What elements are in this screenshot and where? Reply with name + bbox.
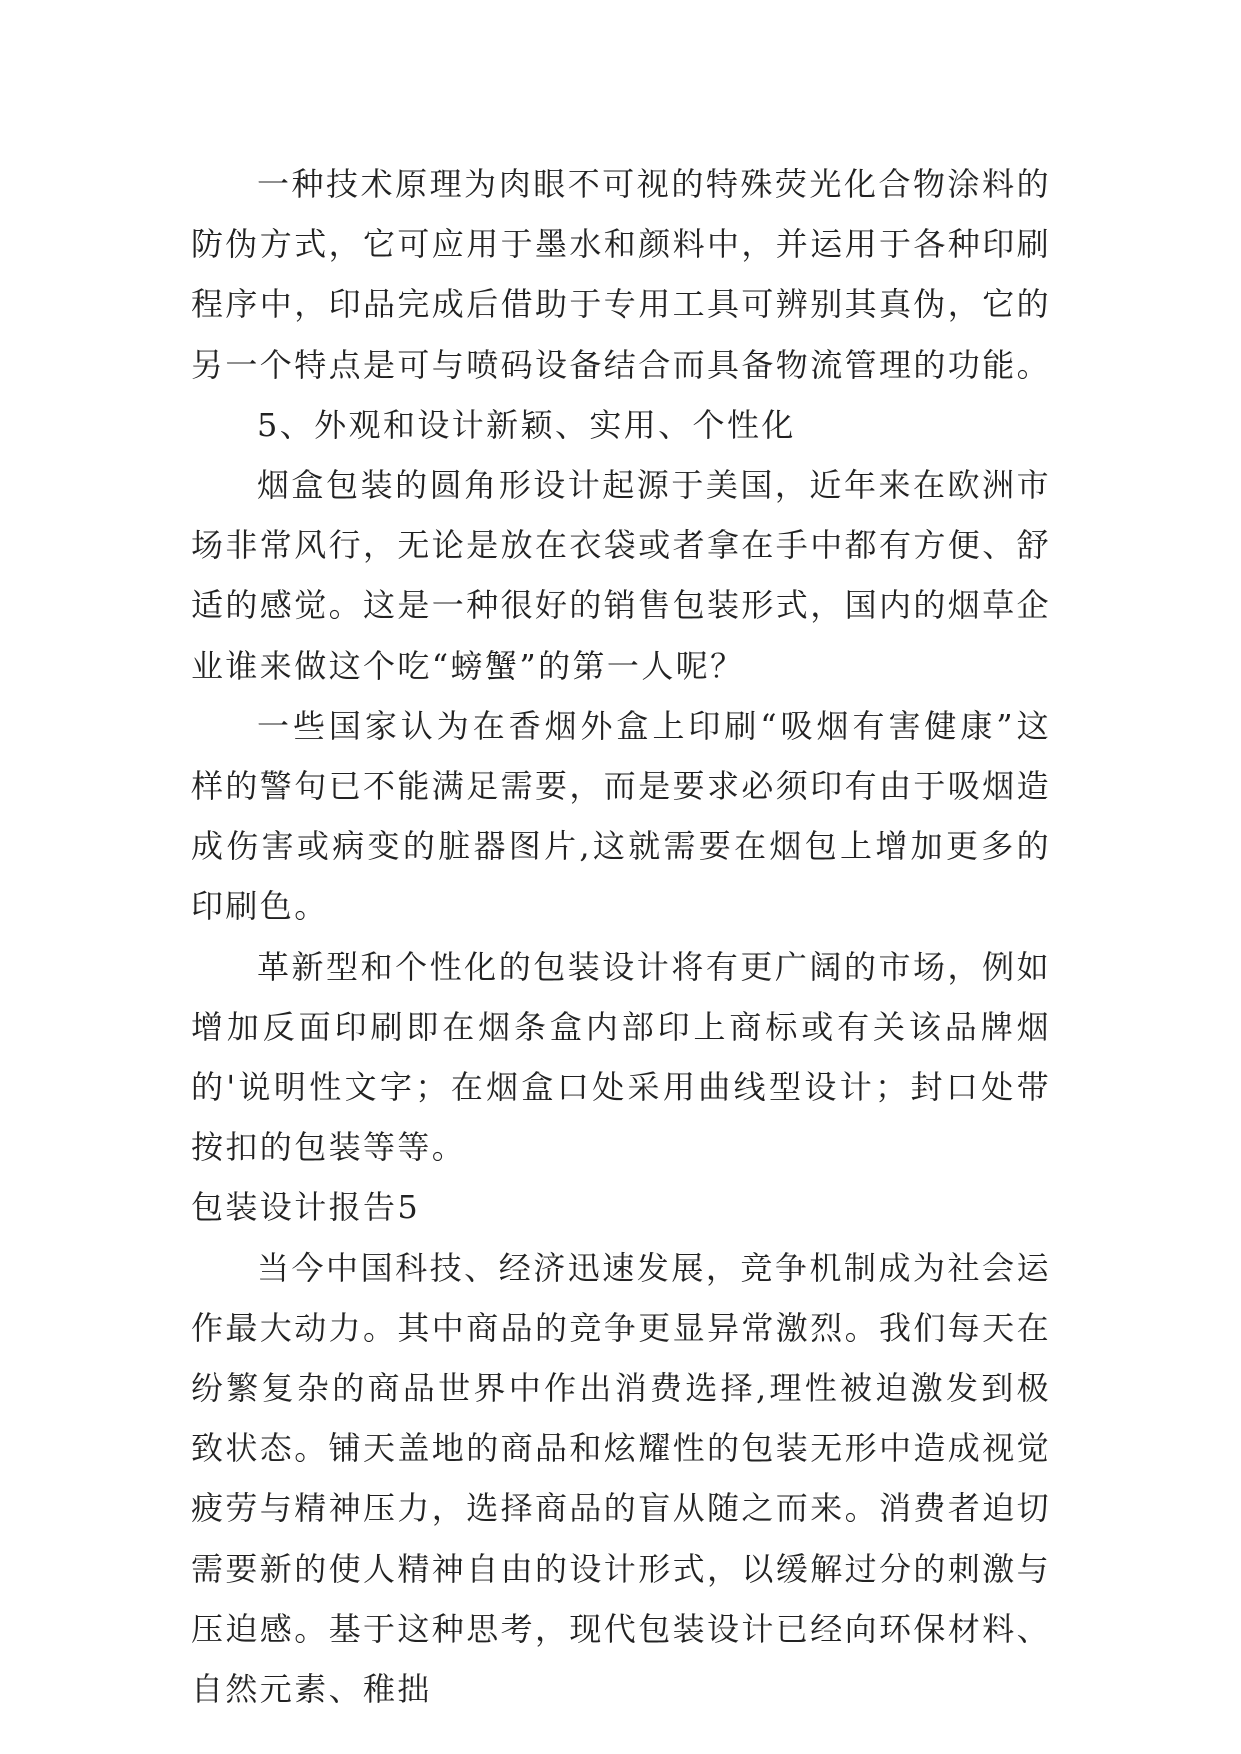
- body-paragraph-innovative-design: 革新型和个性化的包装设计将有更广阔的市场，例如增加反面印刷即在烟条盒内部印上商标或有关该品牌烟的'说明性文字；在烟盒口处采用曲线型设计；封口处带按扣的包装等等。: [191, 947, 1051, 1167]
- body-paragraph-report-intro: 当今中国科技、经济迅速发展，竞争机制成为社会运作最大动力。其中商品的竞争更显异常激烈。我们每天在纷繁复杂的商品世界中作出消费选择,理性被迫激发到极致状态。铺天盖地的商品和炫耀性的包装无形中造成视觉疲劳与精神压力，选择商品的盲从随之而来。消费者迫切需要新的使人精神自由的设计形式，以缓解过分的刺激与压迫感。基于这种思考，现代包装设计已经向环保材料、自然元素、稚拙: [191, 1248, 1052, 1709]
- body-paragraph-health-warning: 一些国家认为在香烟外盒上印刷“吸烟有害健康”这样的警句已不能满足需要，而是要求必须印有由于吸烟造成伤害或病变的脏器图片,这就需要在烟包上增加更多的印刷色。: [191, 706, 1052, 926]
- section-subheading-design: 5、外观和设计新颖、实用、个性化: [257, 405, 796, 444]
- report-heading: 包装设计报告5: [191, 1188, 421, 1227]
- document-body: [191, 154, 1051, 1719]
- body-paragraph-rounded-box: 烟盒包装的圆角形设计起源于美国，近年来在欧洲市场非常风行，无论是放在衣袋或者拿在手中都有方便、舒适的感觉。这是一种很好的销售包装形式，国内的烟草企业谁来做这个吃“螃蟹”的第一人呢？: [191, 466, 1052, 685]
- body-paragraph-anti-counterfeit: 一种技术原理为肉眼不可视的特殊荧光化合物涂料的防伪方式，它可应用于墨水和颜料中，并运用于各种印刷程序中，印品完成后借助于专用工具可辨别其真伪，它的另一个特点是可与喷码设备结合而具备物流管理的功能。: [191, 165, 1052, 384]
